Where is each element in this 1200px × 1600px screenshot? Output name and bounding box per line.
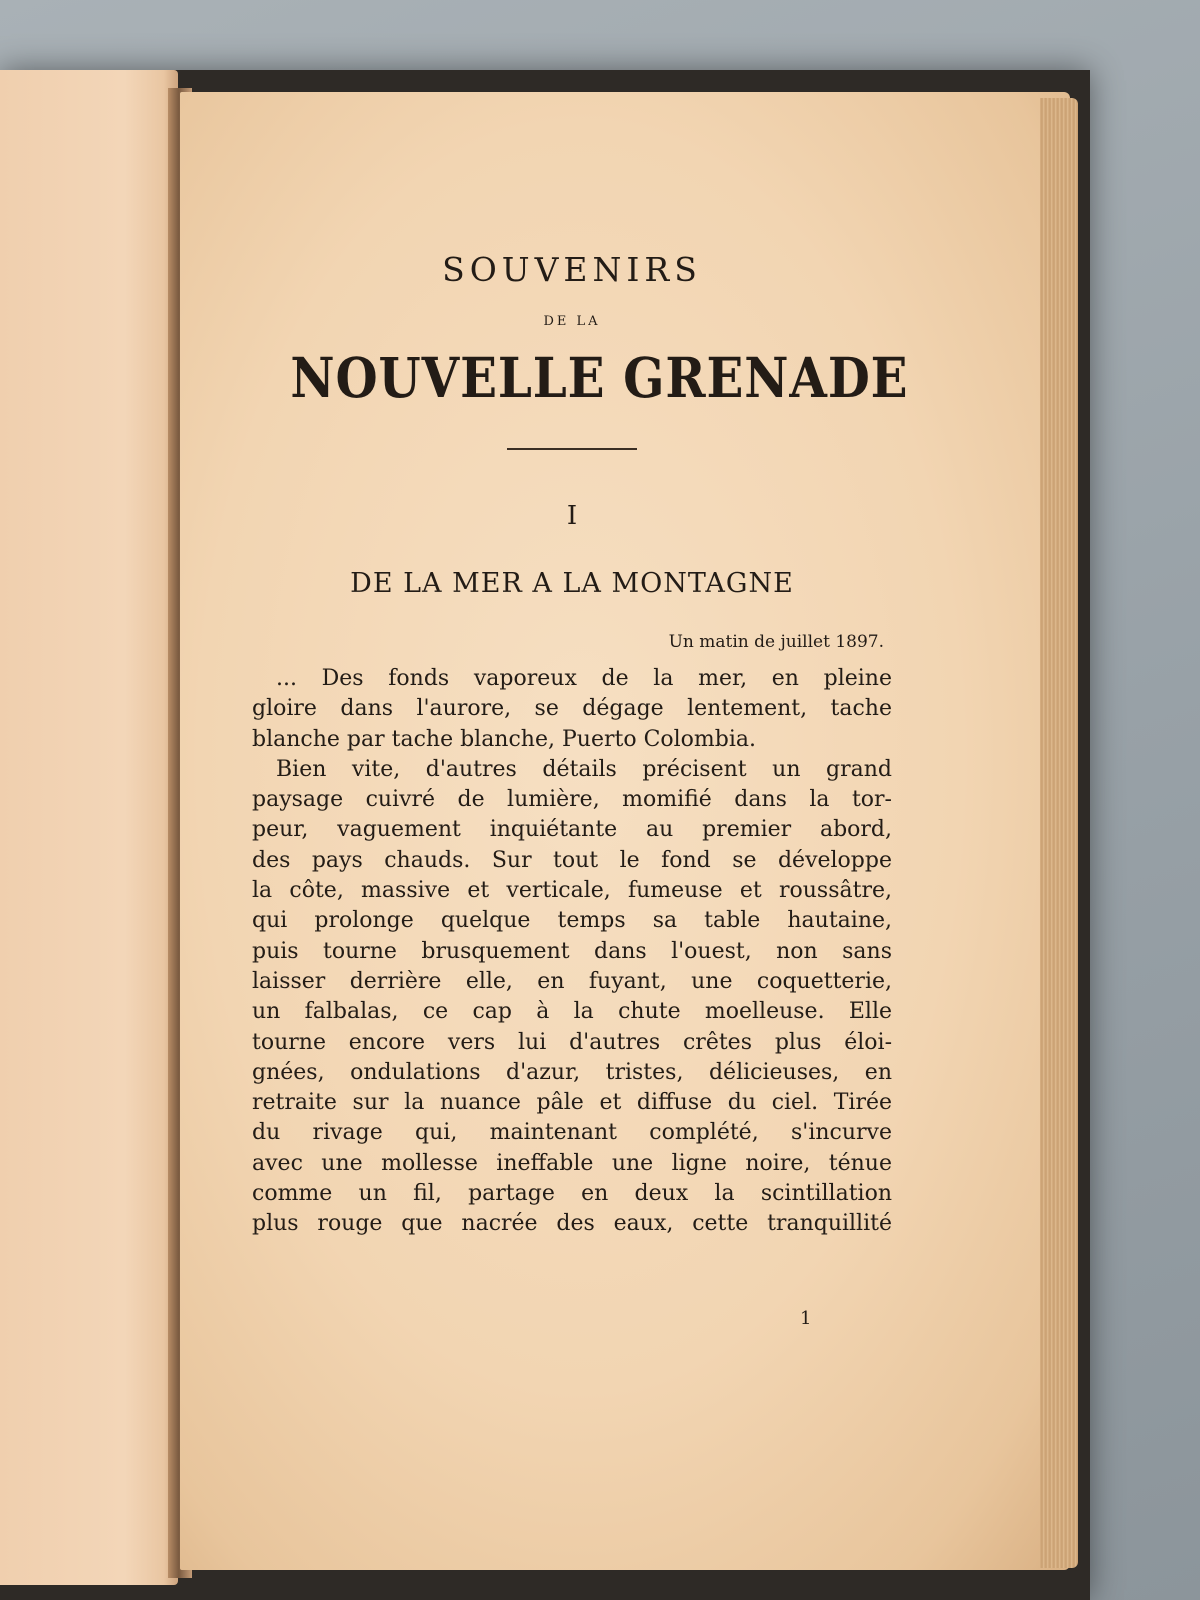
title-de-la: DE LA	[543, 314, 601, 329]
body-line: la côte, massive et verticale, fumeuse et roussâtre,	[252, 878, 892, 904]
body-line: qui prolonge quelque temps sa table hautaine,	[252, 908, 892, 934]
body-line: du rivage qui, maintenant complété, s'incurve	[252, 1120, 892, 1146]
body-line: des pays chauds. Sur tout le fond se développe	[252, 847, 892, 873]
body-line: ... Des fonds vaporeux de la mer, en pleine	[276, 666, 892, 691]
body-line: tourne encore vers lui d'autres crêtes plus éloi-	[252, 1029, 892, 1055]
body-line: plus rouge que nacrée des eaux, cette tranquillité	[252, 1211, 892, 1237]
page-text	[252, 240, 909, 1240]
title-souvenirs: SOUVENIRS	[442, 250, 702, 289]
chapter-number: I	[566, 501, 578, 531]
page-edges	[1040, 98, 1078, 1568]
chapter-title: DE LA MER A LA MONTAGNE	[350, 568, 794, 599]
body-line: Bien vite, d'autres détails précisent un grand	[276, 756, 892, 782]
body-line: un falbalas, ce cap à la chute moelleuse. Elle	[252, 999, 892, 1025]
body-line: puis tourne brusquement dans l'ouest, non sans	[252, 938, 892, 964]
body-line: avec une mollesse ineffable une ligne noire, ténue	[252, 1150, 892, 1176]
body-line: paysage cuivré de lumière, momifié dans la tor-	[252, 787, 892, 813]
body-line: retraite sur la nuance pâle et diffuse du ciel. Tirée	[252, 1090, 892, 1116]
book-title: NOUVELLE GRENADE	[290, 345, 909, 410]
body-line: comme un fil, partage en deux la scintillation	[252, 1181, 892, 1207]
body-line: peur, vaguement inquiétante au premier abord,	[252, 817, 892, 843]
body-paragraphs	[252, 664, 892, 1240]
dateline: Un matin de juillet 1897.	[668, 632, 884, 652]
left-page	[0, 70, 178, 1585]
body-line: laisser derrière elle, en fuyant, une coquetterie,	[252, 968, 892, 994]
page-number: 1	[800, 1308, 812, 1329]
title-rule	[507, 448, 637, 450]
body-line: gloire dans l'aurore, se dégage lentement, tache	[252, 696, 892, 722]
body-line: gnées, ondulations d'azur, tristes, délicieuses, en	[252, 1059, 892, 1085]
body-line: blanche par tache blanche, Puerto Colombia.	[252, 726, 757, 752]
